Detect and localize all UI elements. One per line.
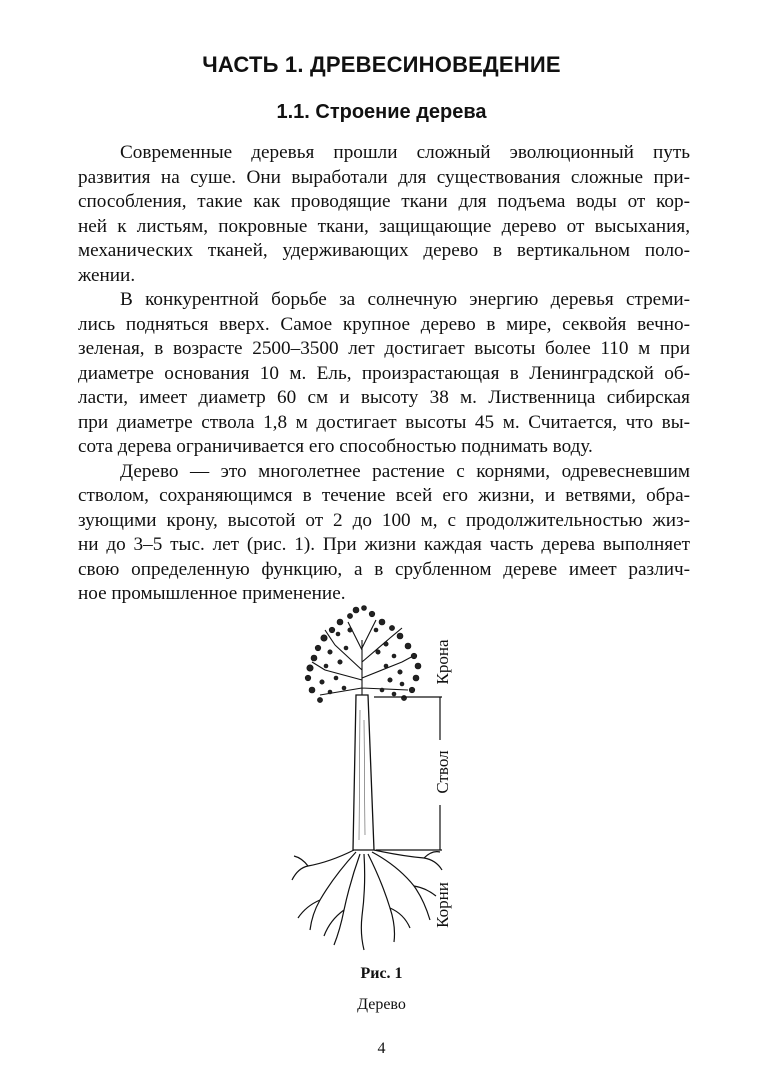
text-line: зеленая, в возрасте 2500–3500 лет достигает высоты более 110 м при [78,338,690,359]
text-line: зующими крону, высотой от 2 до 100 м, с продолжительностью жиз- [78,509,690,531]
text-line: ласти, имеет диаметр 60 см и высоту 38 м. Лиственница сибирская [78,387,690,408]
trunk-label: Ствол [433,750,452,794]
crown-label: Крона [433,639,452,685]
text-line: лись подняться вверх. Самое крупное дерево в мире, секвойя вечно- [78,313,690,335]
paragraph [78,460,690,607]
text-line: ное промышленное применение. [78,583,346,604]
text-line: диаметре основания 10 м. Ель, произрастающая в Ленинградской об- [78,362,690,384]
figure-dividers [374,697,442,850]
text-line: сота дерева ограничивается его способностью поднимать воду. [78,436,593,457]
page-number: 4 [377,1040,386,1057]
paragraph [78,288,690,460]
text-line: ней к листьям, покровные ткани, защищающие дерево от высыхания, [78,215,690,237]
tree-figure [290,600,480,970]
text-line: механических тканей, удерживающих дерево в вертикальном поло- [78,240,690,261]
text-line: при диаметре ствола 1,8 м достигает высоты 45 м. Считается, что вы- [78,411,690,433]
figure-title: Дерево [357,996,406,1013]
roots-label: Корни [433,882,452,928]
text-line: развития на суше. Они выработали для существования сложные при- [78,166,690,188]
text-line: Современные деревья прошли сложный эволюционный путь [120,142,690,163]
text-line: способления, такие как проводящие ткани для подъема воды от кор- [78,191,690,212]
paragraph [78,141,690,288]
tree-crown-illustration [305,606,421,703]
text-line: свою определенную функцию, а в срубленном дереве имеет различ- [78,558,690,580]
text-line: жении. [78,264,136,286]
text-line: стволом, сохраняющимся в течение всей его жизни, и ветвями, обра- [78,485,690,506]
text-line: Дерево — это многолетнее растение с корнями, одревесневшим [120,460,690,482]
section-title: 1.1. Строение дерева [276,101,487,123]
text-line: В конкурентной борьбе за солнечную энергию деревья стреми- [120,289,690,310]
part-title: ЧАСТЬ 1. ДРЕВЕСИНОВЕДЕНИЕ [202,52,561,77]
figure-caption: Рис. 1 [360,965,403,982]
tree-trunk-illustration [353,695,374,850]
text-line: ни до 3–5 тыс. лет (рис. 1). При жизни каждая часть дерева выполняет [78,534,690,555]
tree-roots-illustration [292,850,442,950]
body-text [78,141,690,607]
